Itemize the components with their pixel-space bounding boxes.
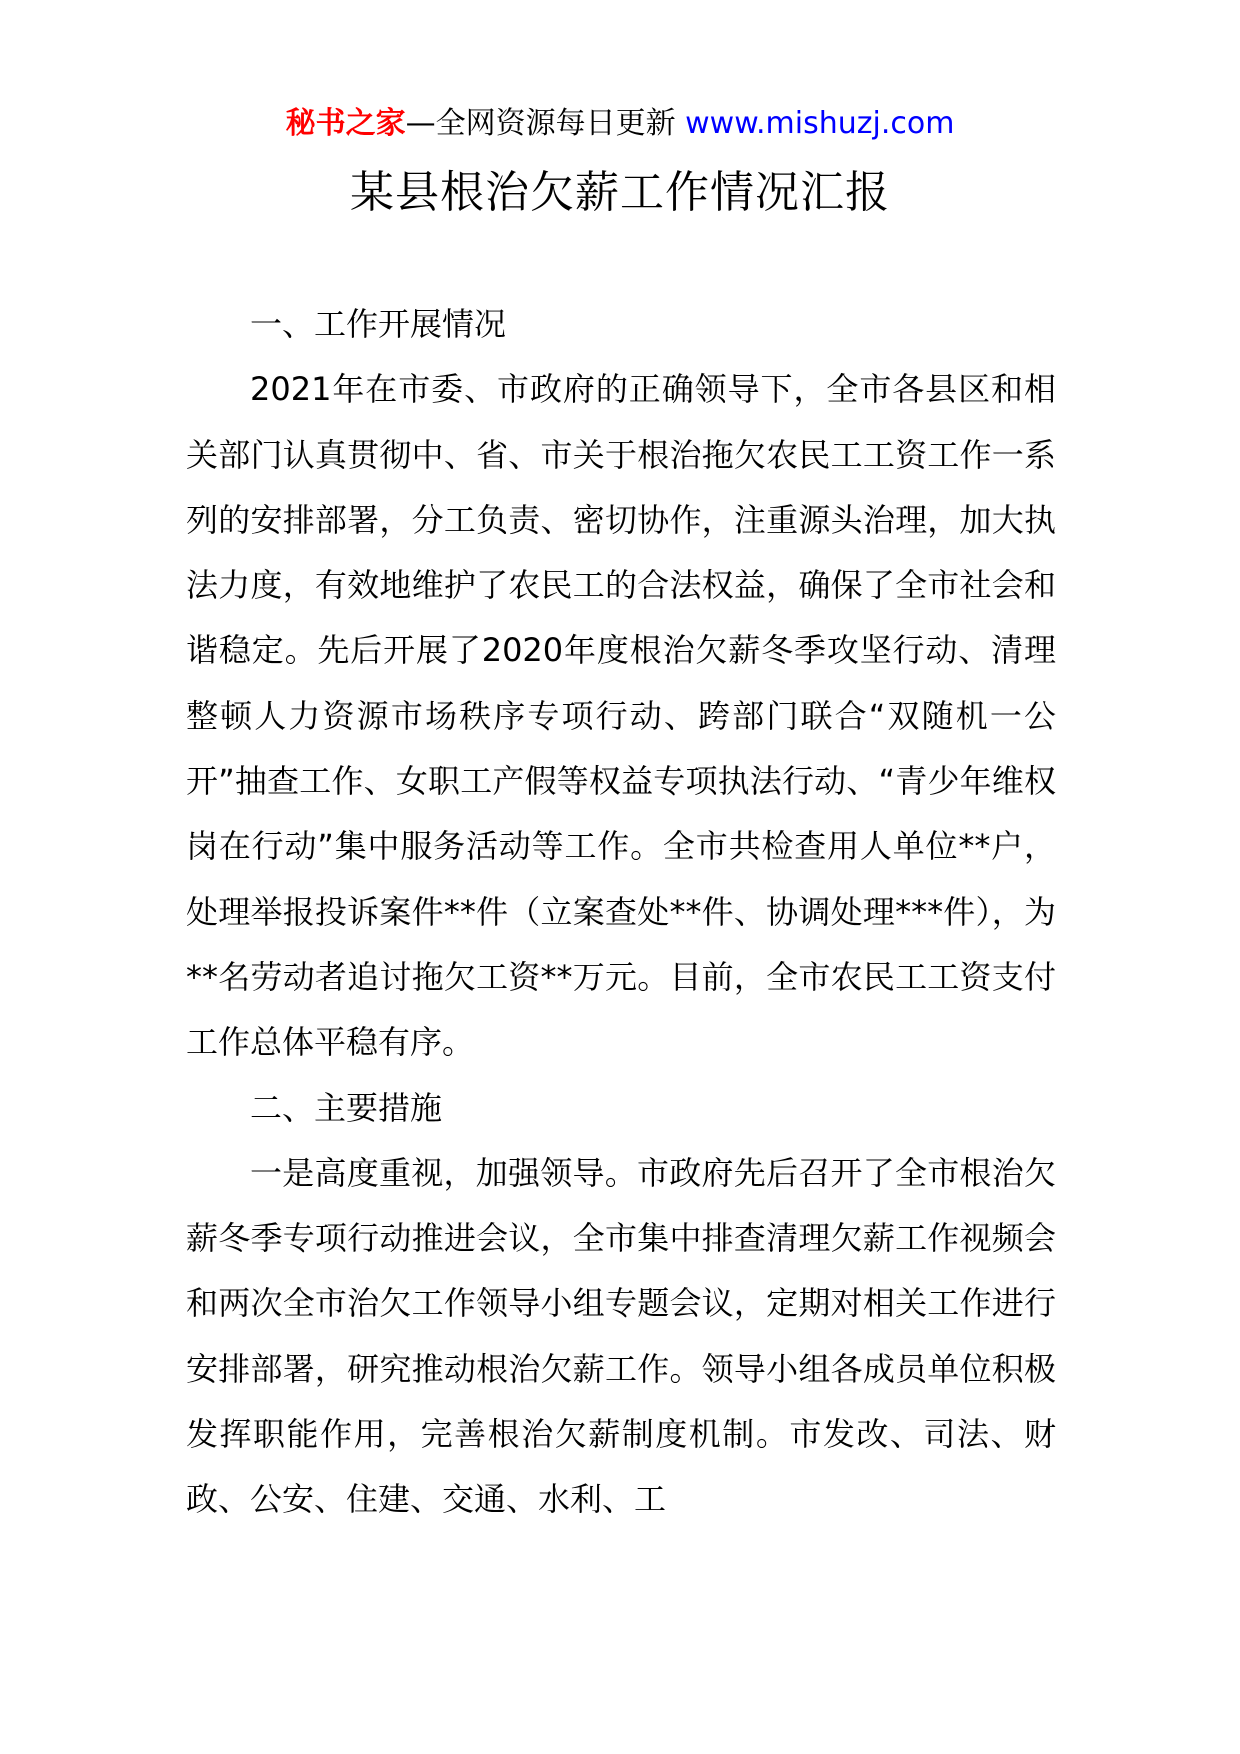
- section-2-paragraph: 一是高度重视，加强领导。市政府先后召开了全市根治欠薪冬季专项行动推进会议，全市集中排查清理欠薪工作视频会和两次全市治欠工作领导小组专题会议，定期对相关工作进行安排部署，研究推动根治欠薪工作。领导小组各成员单位积极发挥职能作用，完善根治欠薪制度机制。市发改、司法、财政、公安、住建、交通、水利、工: [186, 1153, 1056, 1519]
- tagline: —全网资源每日更新: [405, 106, 676, 141]
- document-body: [186, 292, 1056, 1533]
- document-title: 某县根治欠薪工作情况汇报: [350, 167, 890, 218]
- site-url-link[interactable]: www.mishuzj.com: [685, 106, 955, 141]
- header-banner: [0, 102, 1240, 146]
- section-heading-1: 一、工作开展情况: [250, 305, 507, 343]
- brand-name: 秘书之家: [285, 106, 406, 141]
- section-1-paragraph: 2021年在市委、市政府的正确领导下，全市各县区和相关部门认真贯彻中、省、市关于根治拖欠农民工工资工作一系列的安排部署，分工负责、密切协作，注重源头治理，加大执法力度，有效地维护了农民工的合法权益，确保了全市社会和谐稳定。先后开展了2020年度根治欠薪冬季攻坚行动、清理整顿人力资源市场秩序专项行动、跨部门联合“双随机一公开”抽查工作、女职工产假等权益专项执法行动、“青少年维权岗在行动”集中服务活动等工作。全市共检查用人单位**户，处理举报投诉案件**件（立案查处**件、协调处理***件），为**名劳动者追讨拖欠工资**万元。目前，全市农民工工资支付工作总体平稳有序。: [186, 370, 1056, 1062]
- section-heading-2: 二、主要措施: [250, 1088, 443, 1127]
